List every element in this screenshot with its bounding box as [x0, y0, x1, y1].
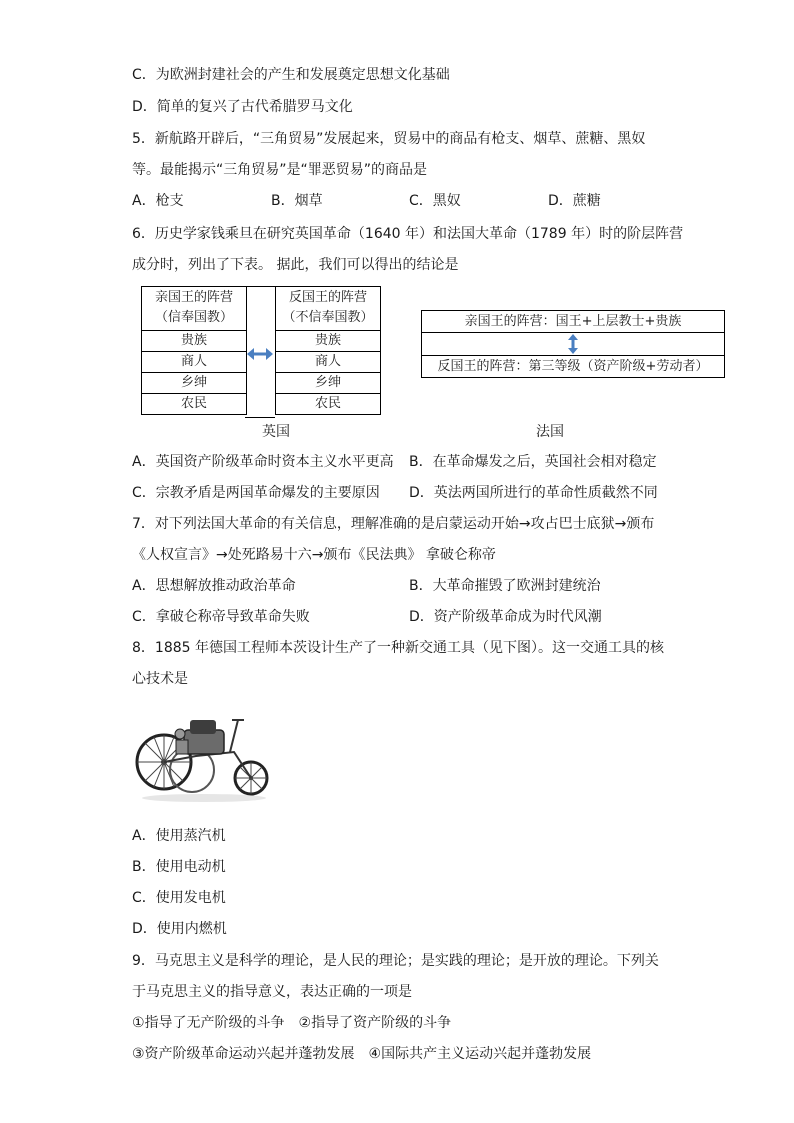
england-pro-king-column [141, 286, 247, 415]
england-right-row: 乡绅 [276, 372, 380, 393]
france-table [421, 310, 725, 378]
england-table [141, 286, 389, 418]
england-left-row: 贵族 [142, 330, 246, 351]
england-left-row: 商人 [142, 351, 246, 372]
q6-option-a: A．英国资产阶级革命时资本主义水平更高 [132, 454, 394, 470]
england-caption: 英国 [262, 424, 290, 440]
q6-option-d: D．英法两国所进行的革命性质截然不同 [409, 485, 658, 501]
france-arrow-row [422, 332, 724, 355]
england-arrow-cell [245, 286, 275, 418]
q8-stem-1: 8．1885 年德国工程师本茨设计生产了一种新交通工具（见下图）。这一交通工具的核 [132, 640, 664, 656]
england-left-header-1: 亲国王的阵营 [154, 290, 233, 305]
q8-option-b: B．使用电动机 [132, 859, 226, 875]
england-anti-king-column [275, 286, 381, 415]
q6-option-c: C．宗教矛盾是两国革命爆发的主要原因 [132, 485, 380, 501]
q8-stem-2: 心技术是 [132, 671, 188, 687]
q9-stem-1: 9．马克思主义是科学的理论，是人民的理论；是实践的理论；是开放的理论。下列关 [132, 953, 659, 969]
england-right-row: 贵族 [276, 330, 380, 351]
line-q4-c: C．为欧洲封建社会的产生和发展奠定思想文化基础 [132, 67, 450, 83]
q5-stem-2: 等。最能揭示“三角贸易”是“罪恶贸易”的商品是 [132, 162, 428, 178]
q7-option-d: D．资产阶级革命成为时代风潮 [409, 609, 602, 625]
q7-option-c: C．拿破仑称帝导致革命失败 [132, 609, 310, 625]
q7-option-b: B．大革命摧毁了欧洲封建统治 [409, 578, 601, 594]
england-right-header-1: 反国王的阵营 [288, 290, 367, 305]
q8-option-d: D．使用内燃机 [132, 921, 227, 937]
q9-stem-2: 于马克思主义的指导意义，表达正确的一项是 [132, 984, 412, 1000]
q9-statements-1: ①指导了无产阶级的斗争 ②指导了资产阶级的斗争 [132, 1015, 452, 1031]
q7-stem-2: 《人权宣言》→处死路易十六→颁布《民法典》 拿破仑称帝 [132, 547, 496, 563]
q5-stem-1: 5．新航路开辟后，“三角贸易”发展起来，贸易中的商品有枪支、烟草、蔗糖、黑奴 [132, 131, 646, 147]
q8-option-a: A．使用蒸汽机 [132, 828, 226, 844]
q5-option-d: D．蔗糖 [548, 193, 601, 209]
france-pro-king-row: 亲国王的阵营：国王+上层教士+贵族 [464, 314, 682, 329]
england-right-row: 商人 [276, 351, 380, 372]
benz-motorwagen-image [134, 712, 274, 804]
q8-option-c: C．使用发电机 [132, 890, 226, 906]
england-left-row: 农民 [142, 393, 246, 414]
england-right-header-2: （不信奉国教） [282, 310, 374, 325]
france-anti-king-row: 反国王的阵营：第三等级（资产阶级+劳动者） [422, 355, 724, 377]
vertical-double-arrow-icon [567, 333, 579, 355]
england-right-row: 农民 [276, 393, 380, 414]
q6-option-b: B．在革命爆发之后，英国社会相对稳定 [409, 454, 657, 470]
france-caption: 法国 [536, 424, 564, 440]
q5-option-c: C．黑奴 [409, 193, 461, 209]
double-arrow-icon [245, 287, 275, 417]
q6-stem-1: 6．历史学家钱乘旦在研究英国革命（1640 年）和法国大革命（1789 年）时的阶层阵营 [132, 226, 684, 242]
q5-option-a: A．枪支 [132, 193, 184, 209]
england-left-header-2: （信奉国教） [154, 310, 233, 325]
q9-statements-2: ③资产阶级革命运动兴起并蓬勃发展 ④国际共产主义运动兴起并蓬勃发展 [132, 1046, 592, 1062]
q5-option-b: B．烟草 [271, 193, 323, 209]
line-q4-d: D．简单的复兴了古代希腊罗马文化 [132, 99, 353, 115]
q6-stem-2: 成分时，列出了下表。 据此，我们可以得出的结论是 [132, 257, 459, 273]
england-left-row: 乡绅 [142, 372, 246, 393]
q7-stem-1: 7．对下列法国大革命的有关信息，理解准确的是启蒙运动开始→攻占巴士底狱→颁布 [132, 516, 655, 532]
q7-option-a: A．思想解放推动政治革命 [132, 578, 296, 594]
